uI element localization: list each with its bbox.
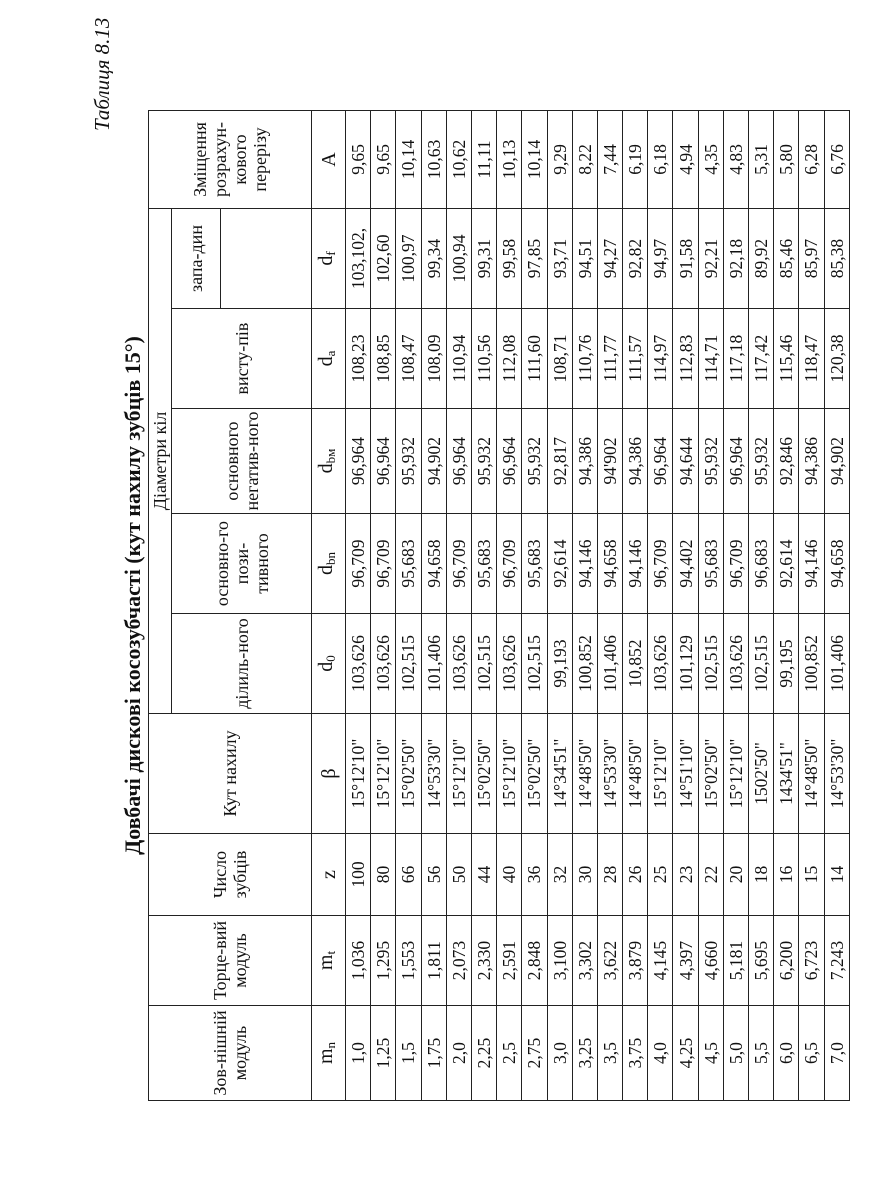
table-cell: 2,330 xyxy=(471,916,496,1006)
table-cell: 5,31 xyxy=(749,110,774,208)
table-cell: 4,0 xyxy=(648,1006,673,1101)
table-cell: 2,25 xyxy=(471,1006,496,1101)
table-row xyxy=(824,110,849,1100)
table-cell: 96,709 xyxy=(371,514,396,614)
table-cell: 102,515 xyxy=(471,614,496,714)
table-cell: 7,44 xyxy=(597,110,622,208)
table-cell: 96,683 xyxy=(749,514,774,614)
table-cell: 2,591 xyxy=(497,916,522,1006)
table-row xyxy=(497,110,522,1100)
table-cell: 96,964 xyxy=(723,409,748,514)
table-cell: 5,695 xyxy=(749,916,774,1006)
header-tip-diameter: висту-пів xyxy=(172,309,312,409)
table-cell: 96,709 xyxy=(648,514,673,614)
table-cell: 91,58 xyxy=(673,208,698,308)
table-cell: 3,25 xyxy=(572,1006,597,1101)
table-cell: 50 xyxy=(446,834,471,916)
table-cell: 4,5 xyxy=(698,1006,723,1101)
table-cell: 1,811 xyxy=(421,916,446,1006)
table-row xyxy=(623,110,648,1100)
table-cell: 103,626 xyxy=(648,614,673,714)
table-cell: 80 xyxy=(371,834,396,916)
table-cell: 96,709 xyxy=(723,514,748,614)
table-cell: 111,57 xyxy=(623,309,648,409)
table-cell: 32 xyxy=(547,834,572,916)
table-row xyxy=(774,110,799,1100)
table-cell: 14°48'50" xyxy=(799,714,824,834)
table-cell: 120,38 xyxy=(824,309,849,409)
table-cell: 96,964 xyxy=(497,409,522,514)
header-root-diameter: запа-дин xyxy=(172,208,221,308)
table-cell: 117,42 xyxy=(749,309,774,409)
table-cell: 99,193 xyxy=(547,614,572,714)
table-cell: 94,658 xyxy=(597,514,622,614)
symbol-dbm: $d_{bм}$ xyxy=(312,409,346,514)
header-teeth-count: Число зубців xyxy=(149,834,312,916)
symbol-mn: $m_n$ xyxy=(312,1006,346,1101)
table-cell: 103,626 xyxy=(723,614,748,714)
table-cell: 5,5 xyxy=(749,1006,774,1101)
table-cell: 94,658 xyxy=(421,514,446,614)
table-cell: 3,622 xyxy=(597,916,622,1006)
table-cell: 118,47 xyxy=(799,309,824,409)
table-cell: 110,76 xyxy=(572,309,597,409)
table-cell: 14°51'10" xyxy=(673,714,698,834)
table-cell: 10,14 xyxy=(396,110,421,208)
header-diameters-group: Діаметри кіл xyxy=(149,208,172,713)
table-cell: 6,0 xyxy=(774,1006,799,1101)
table-cell: 1502'50" xyxy=(749,714,774,834)
table-cell: 100 xyxy=(346,834,371,916)
table-cell: 108,23 xyxy=(346,309,371,409)
table-cell: 4,397 xyxy=(673,916,698,1006)
table-cell: 99,34 xyxy=(421,208,446,308)
table-cell: 16 xyxy=(774,834,799,916)
table-cell: 1,0 xyxy=(346,1006,371,1101)
cutter-table xyxy=(148,110,850,1101)
table-cell: 99,195 xyxy=(774,614,799,714)
table-cell: 92,846 xyxy=(774,409,799,514)
table-cell: 89,92 xyxy=(749,208,774,308)
table-cell: 94,902 xyxy=(421,409,446,514)
table-cell: 7,243 xyxy=(824,916,849,1006)
table-cell: 92,82 xyxy=(623,208,648,308)
table-cell: 2,073 xyxy=(446,916,471,1006)
table-row xyxy=(799,110,824,1100)
table-cell: 102,515 xyxy=(522,614,547,714)
table-cell: 95,683 xyxy=(522,514,547,614)
table-cell: 22 xyxy=(698,834,723,916)
table-cell: 56 xyxy=(421,834,446,916)
symbol-beta: β xyxy=(312,714,346,834)
table-cell: 15 xyxy=(799,834,824,916)
table-cell: 30 xyxy=(572,834,597,916)
table-cell: 96,964 xyxy=(446,409,471,514)
table-cell: 102,515 xyxy=(396,614,421,714)
table-cell: 94,386 xyxy=(572,409,597,514)
table-cell: 111,77 xyxy=(597,309,622,409)
table-row xyxy=(749,110,774,1100)
table-cell: 28 xyxy=(597,834,622,916)
table-cell: 44 xyxy=(471,834,496,916)
table-cell: 96,964 xyxy=(648,409,673,514)
table-cell: 95,683 xyxy=(698,514,723,614)
table-cell: 14°48'50" xyxy=(623,714,648,834)
table-cell: 94,97 xyxy=(648,208,673,308)
table-cell: 2,75 xyxy=(522,1006,547,1101)
table-cell: 108,85 xyxy=(371,309,396,409)
table-cell: 96,964 xyxy=(371,409,396,514)
table-cell: 9,65 xyxy=(346,110,371,208)
table-cell: 3,0 xyxy=(547,1006,572,1101)
table-cell: 5,0 xyxy=(723,1006,748,1101)
table-row xyxy=(471,110,496,1100)
table-cell: 10,62 xyxy=(446,110,471,208)
table-cell: 1434'51" xyxy=(774,714,799,834)
table-cell: 10,63 xyxy=(421,110,446,208)
table-cell: 114,97 xyxy=(648,309,673,409)
table-row xyxy=(346,110,371,1100)
table-cell: 14°53'30" xyxy=(597,714,622,834)
table-cell: 97,85 xyxy=(522,208,547,308)
table-cell: 1,75 xyxy=(421,1006,446,1101)
table-cell: 3,302 xyxy=(572,916,597,1006)
table-cell: 15°02'50" xyxy=(396,714,421,834)
table-body xyxy=(346,110,850,1100)
table-cell: 95,683 xyxy=(396,514,421,614)
table-cell: 15°12'10" xyxy=(723,714,748,834)
header-transverse-module: Торце-вий модуль xyxy=(149,916,312,1006)
table-cell: 6,5 xyxy=(799,1006,824,1101)
table-cell: 112,83 xyxy=(673,309,698,409)
table-cell: 10,13 xyxy=(497,110,522,208)
table-cell: 94,402 xyxy=(673,514,698,614)
table-cell: 96,964 xyxy=(346,409,371,514)
table-cell: 3,5 xyxy=(597,1006,622,1101)
table-row xyxy=(673,110,698,1100)
table-cell: 114,71 xyxy=(698,309,723,409)
table-cell: 6,19 xyxy=(623,110,648,208)
table-cell: 3,879 xyxy=(623,916,648,1006)
table-row xyxy=(522,110,547,1100)
table-cell: 15°12'10" xyxy=(446,714,471,834)
table-cell: 15°02'50" xyxy=(698,714,723,834)
header-pitch-diameter: ділиль-ного xyxy=(172,614,312,714)
table-cell: 4,660 xyxy=(698,916,723,1006)
table-cell: 9,65 xyxy=(371,110,396,208)
table-cell: 1,5 xyxy=(396,1006,421,1101)
table-cell: 20 xyxy=(723,834,748,916)
table-cell: 94,658 xyxy=(824,514,849,614)
table-cell: 94,902 xyxy=(824,409,849,514)
table-cell: 102,60 xyxy=(371,208,396,308)
table-cell: 14 xyxy=(824,834,849,916)
table-cell: 108,09 xyxy=(421,309,446,409)
table-cell: 94,27 xyxy=(597,208,622,308)
table-cell: 95,932 xyxy=(471,409,496,514)
table-cell: 6,200 xyxy=(774,916,799,1006)
table-cell: 103,626 xyxy=(371,614,396,714)
table-cell: 6,18 xyxy=(648,110,673,208)
table-cell: 36 xyxy=(522,834,547,916)
table-cell: 92,817 xyxy=(547,409,572,514)
table-cell: 92,21 xyxy=(698,208,723,308)
table-cell: 93,71 xyxy=(547,208,572,308)
table-cell: 4,35 xyxy=(698,110,723,208)
table-row xyxy=(371,110,396,1100)
table-cell: 111,60 xyxy=(522,309,547,409)
table-cell: 110,94 xyxy=(446,309,471,409)
header-root-spacer xyxy=(221,208,312,308)
table-cell: 40 xyxy=(497,834,522,916)
table-cell: 94,146 xyxy=(799,514,824,614)
table-cell: 115,46 xyxy=(774,309,799,409)
table-cell: 95,932 xyxy=(698,409,723,514)
table-cell: 96,709 xyxy=(346,514,371,614)
table-row xyxy=(572,110,597,1100)
table-cell: 14°53'30" xyxy=(824,714,849,834)
header-outer-module: Зов-нішній модуль xyxy=(149,1006,312,1101)
table-cell: 103,626 xyxy=(346,614,371,714)
table-cell: 2,5 xyxy=(497,1006,522,1101)
table-cell: 101,406 xyxy=(597,614,622,714)
table-cell: 2,848 xyxy=(522,916,547,1006)
table-cell: 66 xyxy=(396,834,421,916)
table-cell: 92,18 xyxy=(723,208,748,308)
table-cell: 26 xyxy=(623,834,648,916)
table-cell: 85,46 xyxy=(774,208,799,308)
table-cell: 103,626 xyxy=(497,614,522,714)
table-cell: 95,932 xyxy=(396,409,421,514)
table-cell: 99,58 xyxy=(497,208,522,308)
table-cell: 1,25 xyxy=(371,1006,396,1101)
table-cell: 96,709 xyxy=(446,514,471,614)
table-cell: 102,515 xyxy=(698,614,723,714)
table-cell: 94,51 xyxy=(572,208,597,308)
table-cell: 117,18 xyxy=(723,309,748,409)
table-cell: 100,852 xyxy=(799,614,824,714)
table-cell: 8,22 xyxy=(572,110,597,208)
table-cell: 95,932 xyxy=(522,409,547,514)
table-cell: 4,94 xyxy=(673,110,698,208)
table-cell: 96,709 xyxy=(497,514,522,614)
table-cell: 95,932 xyxy=(749,409,774,514)
table-cell: 110,56 xyxy=(471,309,496,409)
table-cell: 6,28 xyxy=(799,110,824,208)
table-cell: 5,181 xyxy=(723,916,748,1006)
table-cell: 15°12'10" xyxy=(346,714,371,834)
table-cell: 94,146 xyxy=(572,514,597,614)
table-cell: 94,386 xyxy=(799,409,824,514)
table-row xyxy=(723,110,748,1100)
header-base-positive: основно-го пози-тивного xyxy=(172,514,312,614)
table-cell: 18 xyxy=(749,834,774,916)
table-cell: 101,406 xyxy=(421,614,446,714)
table-row xyxy=(597,110,622,1100)
table-cell: 94,386 xyxy=(623,409,648,514)
table-row xyxy=(421,110,446,1100)
table-cell: 85,38 xyxy=(824,208,849,308)
symbol-df: $d_f$ xyxy=(312,208,346,308)
table-cell: 108,47 xyxy=(396,309,421,409)
table-cell: 3,75 xyxy=(623,1006,648,1101)
table-cell: 100,852 xyxy=(572,614,597,714)
table-cell: 92,614 xyxy=(547,514,572,614)
table-cell: 103,626 xyxy=(446,614,471,714)
table-cell: 94,644 xyxy=(673,409,698,514)
table-cell: 25 xyxy=(648,834,673,916)
symbol-da: $d_a$ xyxy=(312,309,346,409)
table-cell: 4,25 xyxy=(673,1006,698,1101)
table-row xyxy=(547,110,572,1100)
table-cell: 7,0 xyxy=(824,1006,849,1101)
table-row xyxy=(698,110,723,1100)
table-cell: 4,145 xyxy=(648,916,673,1006)
table-cell: 5,80 xyxy=(774,110,799,208)
table-cell: 15°12'10" xyxy=(648,714,673,834)
table-cell: 15°02'50" xyxy=(522,714,547,834)
table-cell: 4,83 xyxy=(723,110,748,208)
symbol-z: z xyxy=(312,834,346,916)
table-cell: 15°12'10" xyxy=(497,714,522,834)
table-cell: 10,14 xyxy=(522,110,547,208)
table-cell: 94,146 xyxy=(623,514,648,614)
table-cell: 85,97 xyxy=(799,208,824,308)
table-cell: 6,723 xyxy=(799,916,824,1006)
table-cell: 100,94 xyxy=(446,208,471,308)
table-cell: 92,614 xyxy=(774,514,799,614)
table-caption: Таблиця 8.13 xyxy=(90,17,114,131)
table-cell: 101,406 xyxy=(824,614,849,714)
table-cell: 1,036 xyxy=(346,916,371,1006)
table-cell: 3,100 xyxy=(547,916,572,1006)
table-cell: 14°34'51" xyxy=(547,714,572,834)
table-cell: 23 xyxy=(673,834,698,916)
table-cell: 95,683 xyxy=(471,514,496,614)
table-cell: 102,515 xyxy=(749,614,774,714)
table-row xyxy=(648,110,673,1100)
header-base-negative: основного негатив-ного xyxy=(172,409,312,514)
table-cell: 6,76 xyxy=(824,110,849,208)
table-cell: 10,852 xyxy=(623,614,648,714)
table-cell: 99,31 xyxy=(471,208,496,308)
header-helix-angle: Кут нахилу xyxy=(149,714,312,834)
table-row xyxy=(446,110,471,1100)
table-cell: 14°53'30" xyxy=(421,714,446,834)
table-cell: 15°12'10" xyxy=(371,714,396,834)
table-cell: 108,71 xyxy=(547,309,572,409)
symbol-dbn: $d_{bn}$ xyxy=(312,514,346,614)
table-row xyxy=(396,110,421,1100)
table-cell: 1,295 xyxy=(371,916,396,1006)
table-cell: 14°48'50" xyxy=(572,714,597,834)
table-cell: 100,97 xyxy=(396,208,421,308)
table-cell: 15°02'50" xyxy=(471,714,496,834)
symbol-d0: $d_0$ xyxy=(312,614,346,714)
symbol-a: A xyxy=(312,110,346,208)
symbol-mt: $m_t$ xyxy=(312,916,346,1006)
table-title: Довбачі дискові косозубчасті (кут нахилу зубців 15°) xyxy=(120,336,145,855)
table-cell: 1,553 xyxy=(396,916,421,1006)
table-cell: 101,129 xyxy=(673,614,698,714)
table-cell: 2,0 xyxy=(446,1006,471,1101)
header-section-offset: Зміщення розрахун-кового перерізу xyxy=(149,110,312,208)
table-cell: 94'902 xyxy=(597,409,622,514)
table-cell: 11,11 xyxy=(471,110,496,208)
table-cell: 103,102, xyxy=(346,208,371,308)
table-cell: 112,08 xyxy=(497,309,522,409)
table-cell: 9,29 xyxy=(547,110,572,208)
